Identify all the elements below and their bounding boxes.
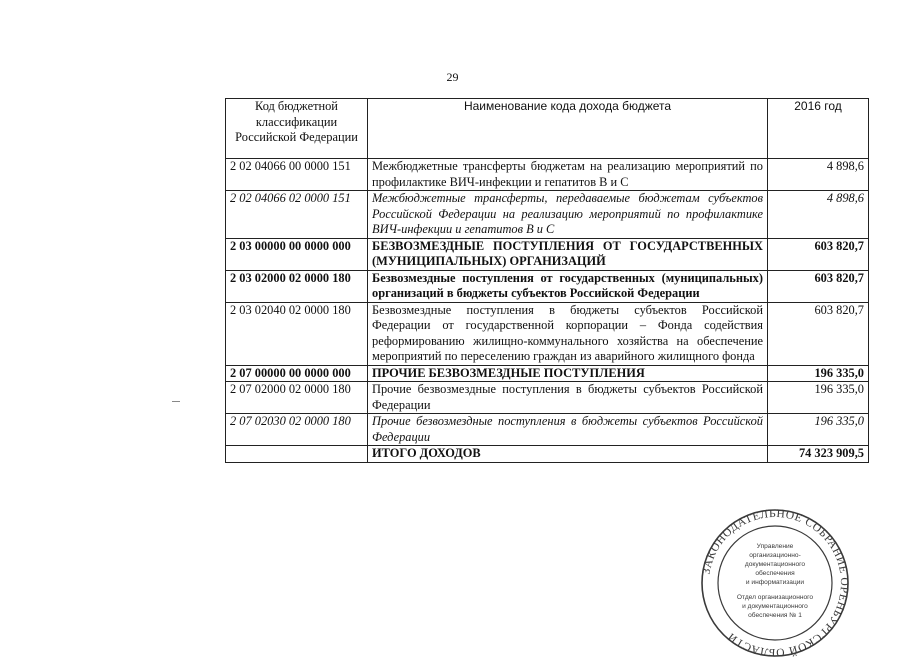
row-name: Межбюджетные трансферты, передаваемые бюджетам субъектов Российской Федерации на реализацию мероприятий по профилактике ВИЧ-инфекции и гепатитов В и С: [368, 191, 768, 239]
row-amount: 603 820,7: [768, 270, 869, 302]
row-code: 2 07 00000 00 0000 000: [226, 365, 368, 382]
official-stamp: [700, 508, 850, 658]
row-amount: 196 335,0: [768, 414, 869, 446]
table-row: [226, 302, 869, 365]
total-label: ИТОГО ДОХОДОВ: [368, 446, 768, 463]
header-name: Наименование кода дохода бюджета: [368, 99, 768, 159]
stamp-inner-line: обеспечения: [755, 570, 795, 577]
table-header-row: [226, 99, 869, 159]
total-code: [226, 446, 368, 463]
row-amount: 196 335,0: [768, 365, 869, 382]
table-row: [226, 159, 869, 191]
table-row: [226, 382, 869, 414]
stamp-inner-line: и информатизации: [745, 579, 805, 586]
stamp-inner-line: Управление: [756, 543, 794, 550]
margin-mark: [172, 401, 180, 402]
row-amount: 196 335,0: [768, 382, 869, 414]
header-code: Код бюджетной классификации Российской Федерации: [226, 99, 368, 159]
revenue-table: [225, 98, 869, 463]
stamp-inner-line: и документационного: [742, 603, 808, 610]
stamp-outer-text: ЗАКОНОДАТЕЛЬНОЕ СОБРАНИЕ ОРЕНБУРГСКОЙ ОБЛАСТИ: [700, 508, 850, 658]
row-amount: 4 898,6: [768, 159, 869, 191]
row-name: Прочие безвозмездные поступления в бюджеты субъектов Российской Федерации: [368, 414, 768, 446]
row-name: ПРОЧИЕ БЕЗВОЗМЕЗДНЫЕ ПОСТУПЛЕНИЯ: [368, 365, 768, 382]
row-code: 2 03 02040 02 0000 180: [226, 302, 368, 365]
row-amount: 603 820,7: [768, 238, 869, 270]
row-code: 2 03 02000 02 0000 180: [226, 270, 368, 302]
row-code: 2 07 02030 02 0000 180: [226, 414, 368, 446]
stamp-inner-line: Отдел организационного: [736, 594, 814, 601]
total-row: [226, 446, 869, 463]
row-name: БЕЗВОЗМЕЗДНЫЕ ПОСТУПЛЕНИЯ ОТ ГОСУДАРСТВЕННЫХ (МУНИЦИПАЛЬНЫХ) ОРГАНИЗАЦИЙ: [368, 238, 768, 270]
table-row: [226, 270, 869, 302]
row-name: Межбюджетные трансферты бюджетам на реализацию мероприятий по профилактике ВИЧ-инфекции и гепатитов В и С: [368, 159, 768, 191]
row-code: 2 07 02000 02 0000 180: [226, 382, 368, 414]
row-amount: 603 820,7: [768, 302, 869, 365]
row-amount: 4 898,6: [768, 191, 869, 239]
row-name: Безвозмездные поступления в бюджеты субъектов Российской Федерации от государственной корпорации – Фонда содействия реформированию жилищно-коммунального хозяйства на обеспечение мероприятий по переселению граждан из аварийного жилищного фонда: [368, 302, 768, 365]
table-body: [226, 159, 869, 463]
stamp-inner-line: обеспечения № 1: [748, 612, 802, 619]
stamp-inner-line: организационно-: [749, 552, 801, 559]
page-number: 29: [446, 70, 459, 84]
row-code: 2 03 00000 00 0000 000: [226, 238, 368, 270]
row-code: 2 02 04066 02 0000 151: [226, 191, 368, 239]
total-amount: 74 323 909,5: [768, 446, 869, 463]
table-row: [226, 238, 869, 270]
table-row: [226, 191, 869, 239]
row-name: Прочие безвозмездные поступления в бюджеты субъектов Российской Федерации: [368, 382, 768, 414]
table-row: [226, 365, 869, 382]
header-year: 2016 год: [768, 99, 869, 159]
row-code: 2 02 04066 00 0000 151: [226, 159, 368, 191]
table-row: [226, 414, 869, 446]
row-name: Безвозмездные поступления от государственных (муниципальных) организаций в бюджеты субъектов Российской Федерации: [368, 270, 768, 302]
stamp-inner-line: документационного: [744, 561, 806, 568]
